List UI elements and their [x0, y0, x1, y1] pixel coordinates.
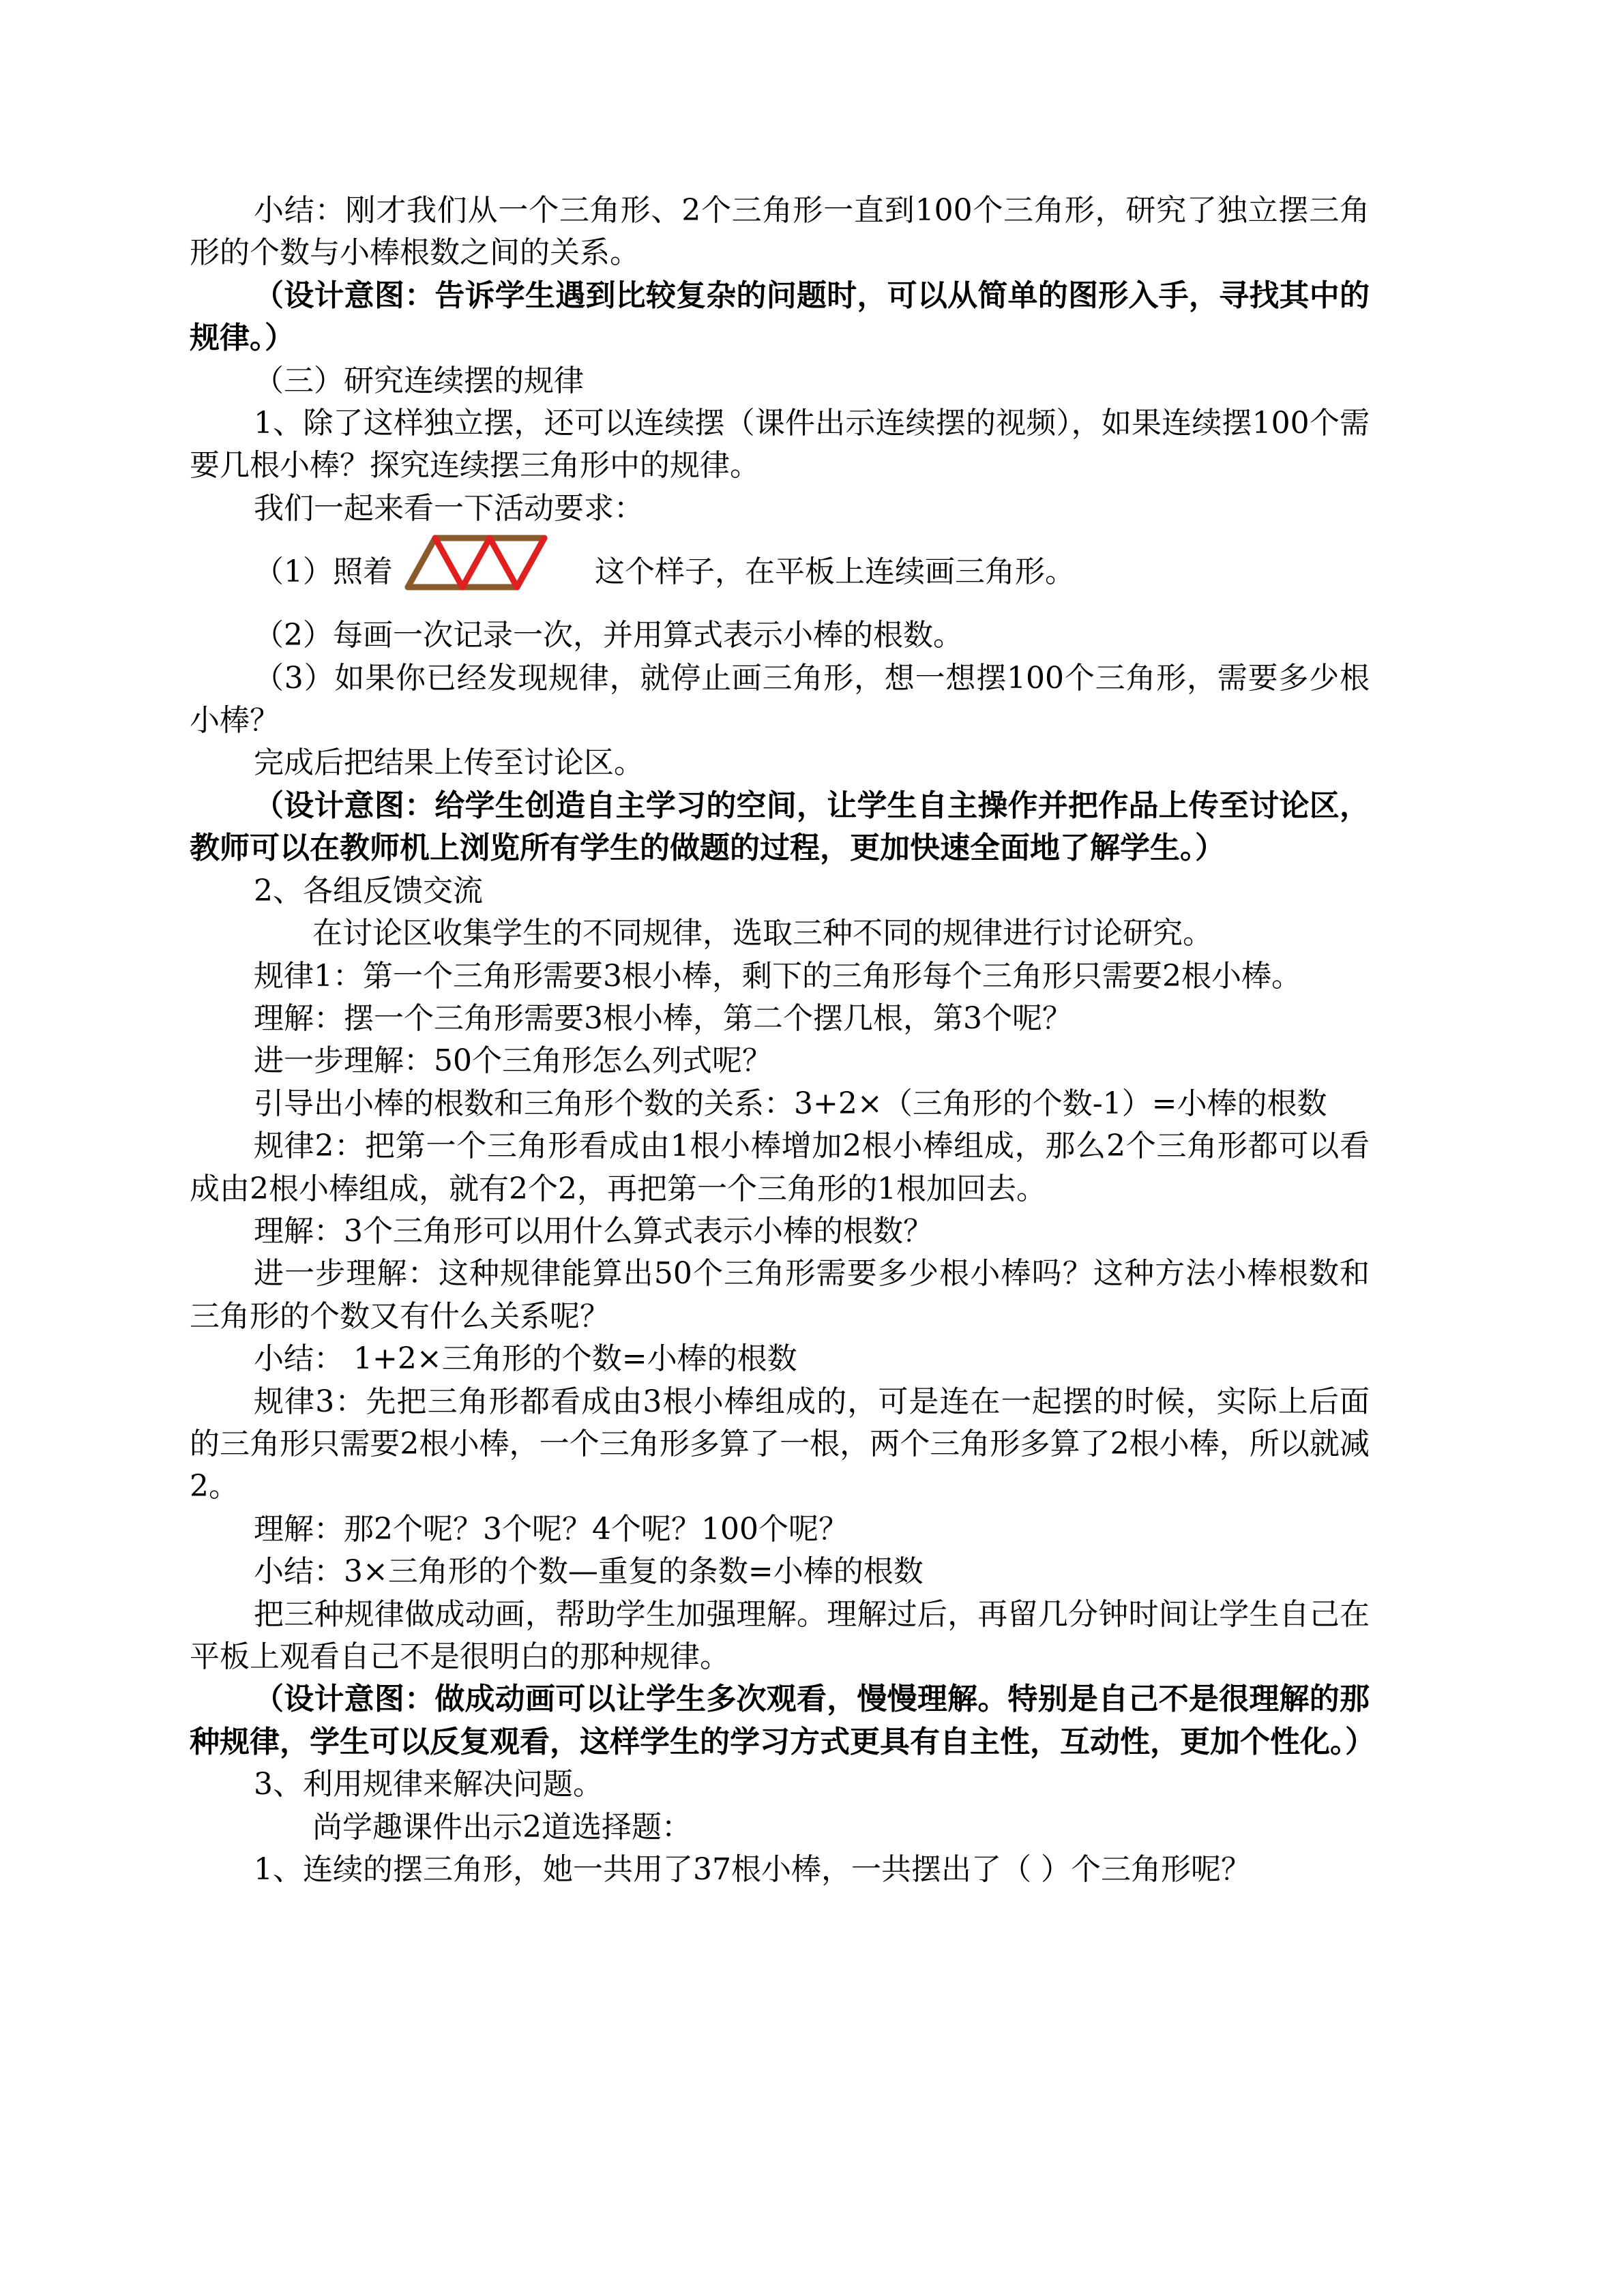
formula-paragraph: 小结：3×三角形的个数—重复的条数=小棒的根数	[254, 1554, 924, 1590]
section-heading: 2、各组反馈交流	[254, 873, 483, 908]
paragraph: 进一步理解：50个三角形怎么列式呢？	[254, 1043, 772, 1079]
paragraph: 我们一起来看一下活动要求：	[254, 490, 644, 526]
paragraph: 在讨论区收集学生的不同规律，选取三种不同的规律进行讨论研究。	[312, 916, 1213, 951]
rule-2: 规律2：把第一个三角形看成由1根小棒增加2根小棒组成，那么2个三角形都可以看成由2根小棒组成，就有2个2，再把第一个三角形的1根加回去。	[190, 1129, 1370, 1206]
design-intent-note: （设计意图：做成动画可以让学生多次观看，慢慢理解。特别是自己不是很理解的那种规律，学生可以反复观看，这样学生的学习方式更具有自主性，互动性，更加个性化。）	[190, 1682, 1375, 1759]
requirement-text-after: 这个样子，在平板上连续画三角形。	[595, 554, 1075, 590]
formula-paragraph: 小结： 1+2×三角形的个数=小棒的根数	[254, 1341, 797, 1377]
requirement-text-before: （1）照着	[254, 554, 393, 590]
document-body	[190, 190, 1375, 1891]
stick-triangles-figure-icon	[404, 530, 574, 595]
paragraph: 尚学趣课件出示2道选择题：	[312, 1809, 692, 1845]
design-intent-note: （设计意图：告诉学生遇到比较复杂的问题时，可以从简单的图形入手，寻找其中的规律。）	[190, 278, 1370, 356]
paragraph: 完成后把结果上传至讨论区。	[254, 745, 644, 781]
paragraph: 理解：3个三角形可以用什么算式表示小棒的根数？	[254, 1213, 933, 1249]
activity-requirement-1	[190, 530, 1370, 614]
activity-requirement-2: （2）每画一次记录一次，并用算式表示小棒的根数。	[254, 618, 963, 653]
section-heading: （三）研究连续摆的规律	[254, 363, 584, 398]
question-1: 1、连续的摆三角形，她一共用了37根小棒，一共摆出了（ ）个三角形呢？	[254, 1852, 1251, 1888]
paragraph: 1、除了这样独立摆，还可以连续摆（课件出示连续摆的视频），如果连续摆100个需要几根小棒？探究连续摆三角形中的规律。	[190, 406, 1370, 483]
paragraph: 理解：那2个呢？3个呢？4个呢？100个呢？	[254, 1511, 848, 1547]
paragraph: 进一步理解：这种规律能算出50个三角形需要多少根小棒吗？这种方法小棒根数和三角形的个数又有什么关系呢？	[190, 1256, 1370, 1334]
rule-1: 规律1：第一个三角形需要3根小棒，剩下的三角形每个三角形只需要2根小棒。	[254, 958, 1301, 994]
summary-paragraph: 小结：刚才我们从一个三角形、2个三角形一直到100个三角形，研究了独立摆三角形的个数与小棒根数之间的关系。	[190, 193, 1370, 271]
section-heading: 3、利用规律来解决问题。	[254, 1767, 603, 1802]
paragraph: 把三种规律做成动画，帮助学生加强理解。理解过后，再留几分钟时间让学生自己在平板上观看自己不是很明白的那种规律。	[190, 1596, 1370, 1674]
design-intent-note: （设计意图：给学生创造自主学习的空间，让学生自主操作并把作品上传至讨论区，教师可以在教师机上浏览所有学生的做题的过程，更加快速全面地了解学生。）	[190, 788, 1370, 866]
rule-3: 规律3：先把三角形都看成由3根小棒组成的，可是连在一起摆的时候，实际上后面的三角形只需要2根小棒，一个三角形多算了一根，两个三角形多算了2根小棒，所以就减2。	[190, 1384, 1370, 1504]
paragraph: 理解：摆一个三角形需要3根小棒，第二个摆几根，第3个呢？	[254, 1000, 1072, 1036]
activity-requirement-3: （3）如果你已经发现规律，就停止画三角形，想一想摆100个三角形，需要多少根小棒？	[190, 660, 1370, 739]
formula-paragraph: 引导出小棒的根数和三角形个数的关系：3+2×（三角形的个数-1）=小棒的根数	[254, 1086, 1327, 1121]
